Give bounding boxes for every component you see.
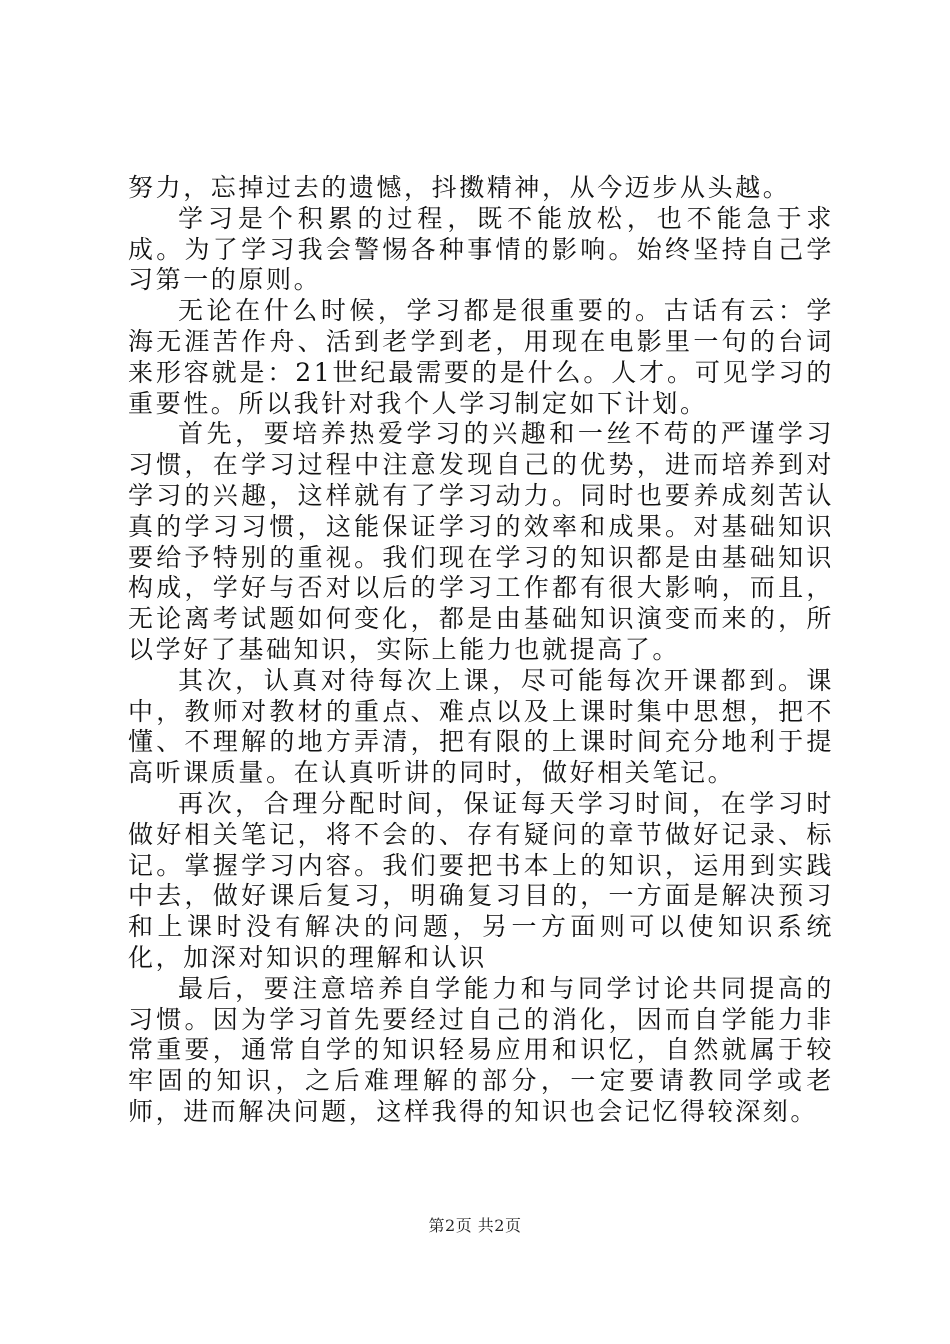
paragraph-third: 再次，合理分配时间，保证每天学习时间，在学习时做好相关笔记，将不会的、存有疑问的章节做好记录、标记。掌握学习内容。我们要把书本上的知识，运用到实践中去，做好课后复习，明确复习目的，一方面是解决预习和上课时没有解决的问题，另一方面则可以使知识系统化，加深对知识的理解和认识 (128, 788, 834, 972)
paragraph-second: 其次，认真对待每次上课，尽可能每次开课都到。课中，教师对教材的重点、难点以及上课时集中思想，把不懂、不理解的地方弄清，把有限的上课时间充分地利于提高听课质量。在认真听讲的同时，做好相关笔记。 (128, 665, 834, 788)
page-number-footer: 第2页 共2页 (428, 1216, 522, 1235)
paragraph-last: 最后，要注意培养自学能力和与同学讨论共同提高的习惯。因为学习首先要经过自己的消化，因而自学能力非常重要，通常自学的知识轻易应用和识忆，自然就属于较牢固的知识，之后难理解的部分，一定要请教同学或老师，进而解决问题，这样我得的知识也会记忆得较深刻。 (128, 973, 834, 1126)
paragraph-first: 首先，要培养热爱学习的兴趣和一丝不苟的严谨学习习惯，在学习过程中注意发现自己的优势，进而培养到对学习的兴趣，这样就有了学习动力。同时也要养成刻苦认真的学习习惯，这能保证学习的效率和成果。对基础知识要给予特别的重视。我们现在学习的知识都是由基础知识构成，学好与否对以后的学习工作都有很大影响，而且，无论离考试题如何变化，都是由基础知识演变而来的，所以学好了基础知识，实际上能力也就提高了。 (128, 419, 834, 664)
paragraph-accumulation: 学习是个积累的过程，既不能放松，也不能急于求成。为了学习我会警惕各种事情的影响。始终坚持自己学习第一的原则。 (128, 203, 834, 295)
paragraph-importance: 无论在什么时候，学习都是很重要的。古话有云：学海无涯苦作舟、活到老学到老，用现在电影里一句的台词来形容就是：21世纪最需要的是什么。人才。可见学习的重要性。所以我针对我个人学习制定如下计划。 (128, 296, 834, 418)
document-body (128, 173, 834, 1128)
paragraph-continued: 努力，忘掉过去的遗憾，抖擞精神，从今迈步从头越。 (128, 173, 791, 202)
